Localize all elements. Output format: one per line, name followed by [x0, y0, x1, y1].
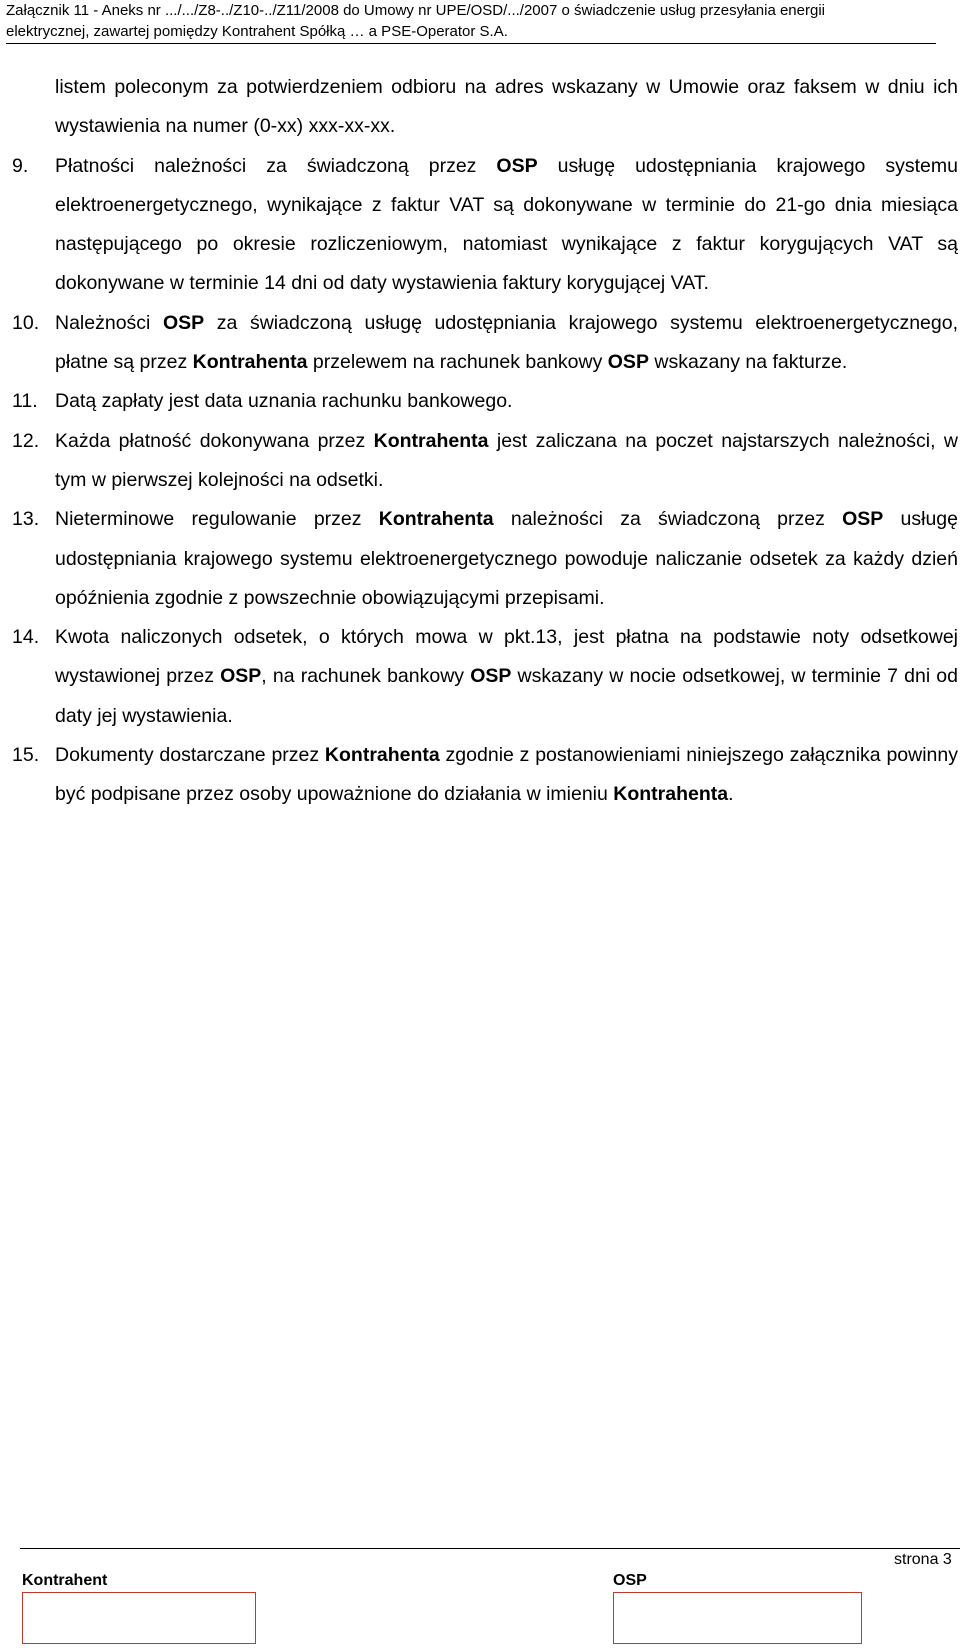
list-item-number: 10.	[12, 311, 40, 334]
list-item-number: 14.	[12, 626, 40, 649]
text-segment: Datą zapłaty jest data uznania rachunku bankowego.	[55, 390, 513, 413]
signature-box-osp	[613, 1592, 862, 1644]
list-item	[12, 736, 958, 815]
text-segment: Nieterminowe regulowanie przez	[55, 508, 379, 531]
text-segment: jest zaliczana na poczet najstarszych należności, w tym w pierwszej kolejności na odsetki.	[55, 429, 958, 491]
party-name: OSP	[470, 665, 512, 688]
continuation-paragraph: listem poleconym za potwierdzeniem odbioru na adres wskazany w Umowie oraz faksem w dniu ich wystawienia na numer (0-xx) xxx-xx-xx.	[55, 76, 958, 138]
party-name: OSP	[607, 351, 649, 374]
text-segment: Każda płatność dokonywana przez	[55, 429, 374, 452]
party-name: Kontrahenta	[613, 783, 729, 806]
party-name: OSP	[496, 154, 538, 177]
text-segment: , na rachunek bankowy	[261, 665, 471, 688]
list-item-number: 9.	[12, 154, 29, 177]
list-item	[12, 422, 958, 501]
party-name: Kontrahenta	[324, 744, 440, 767]
text-segment: przelewem na rachunek bankowy	[307, 351, 608, 374]
page-number: strona 3	[894, 1551, 952, 1568]
text-segment: Płatności należności za świadczoną przez	[55, 154, 497, 177]
text-segment: wskazany w nocie odsetkowej, w terminie 7 dni od daty jej wystawienia.	[55, 665, 958, 727]
text-segment: za świadczoną usługę udostępniania krajowego systemu elektroenergetycznego, płatne są przez	[55, 311, 958, 374]
party-name: Kontrahenta	[192, 351, 308, 374]
text-segment: Dokumenty dostarczane przez	[55, 744, 325, 767]
text-segment: zgodnie z postanowieniami niniejszego załącznika powinny być podpisane przez osoby upoważnione do działania w imieniu	[55, 744, 958, 806]
list-item	[12, 304, 958, 383]
signature-box-kontrahent	[22, 1592, 256, 1644]
header-line-2: elektrycznej, zawartej pomiędzy Kontrahent Spółką … a PSE-Operator S.A.	[6, 23, 508, 40]
header-line-1: Załącznik 11 - Aneks nr .../.../Z8-../Z10-../Z11/2008 do Umowy nr UPE/OSD/.../2007 o świadczenie usług przesyłania energii	[6, 2, 825, 19]
text-segment: .	[728, 783, 734, 806]
list-item	[12, 500, 958, 618]
footer-label-kontrahent: Kontrahent	[22, 1572, 108, 1589]
list-item	[12, 382, 958, 421]
list-item-number: 15.	[12, 744, 40, 767]
list-item-number: 11.	[12, 390, 38, 413]
numbered-list	[12, 147, 958, 815]
text-segment: usługę udostępniania krajowego systemu elektroenergetycznego powoduje naliczanie odsetek za każdy dzień opóźnienia zgodnie z powszechnie obowiązującymi przepisami.	[55, 508, 958, 609]
text-segment: Należności	[55, 311, 163, 334]
text-segment: należności za świadczoną przez	[493, 508, 843, 531]
list-item	[12, 147, 958, 304]
party-name: Kontrahenta	[373, 429, 489, 452]
party-name: OSP	[842, 508, 884, 531]
list-item-number: 12.	[12, 429, 40, 452]
list-item	[12, 618, 958, 736]
party-name: Kontrahenta	[378, 508, 494, 531]
list-item-number: 13.	[12, 508, 40, 531]
text-segment: usługę udostępniania krajowego systemu elektroenergetycznego, wynikające z faktur VAT są dokonywane w terminie do 21-go dnia miesiąca następującego po okresie rozliczeniowym, natomiast wynikające z faktur korygujących VAT są dokonywane w terminie 14 dni od daty wystawienia faktury korygującej VAT.	[55, 154, 958, 295]
document-body	[12, 68, 958, 815]
party-name: OSP	[162, 311, 205, 334]
footer-divider	[20, 1548, 960, 1549]
text-segment: wskazany na fakturze.	[648, 351, 848, 374]
party-name: OSP	[220, 665, 262, 688]
running-header	[6, 0, 936, 44]
footer-label-osp: OSP	[613, 1572, 647, 1589]
text-segment: Kwota naliczonych odsetek, o których mowa w pkt.13, jest płatna na podstawie noty odsetkowej wystawionej przez	[55, 626, 958, 688]
